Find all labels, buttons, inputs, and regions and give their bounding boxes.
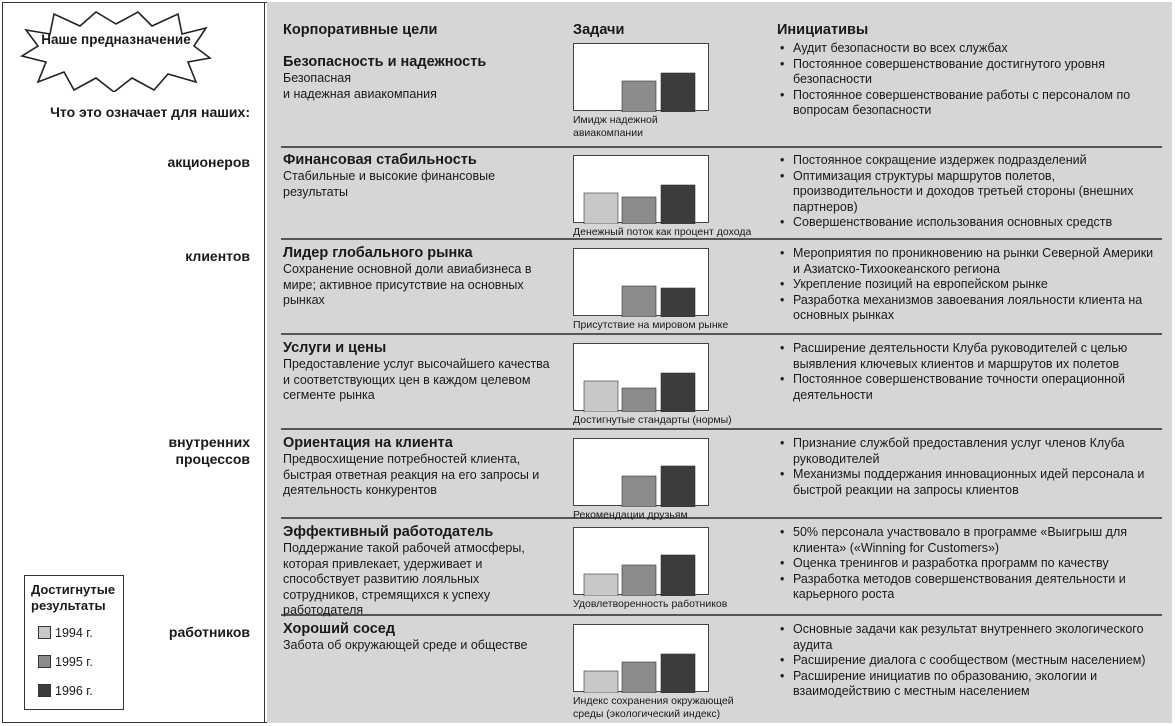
chart-label: Индекс сохранения окружающей среды (экологический индекс) (573, 695, 734, 720)
row-divider (281, 146, 1162, 148)
task-chart (573, 527, 709, 595)
goal-title: Лидер глобального рынка (283, 245, 473, 261)
stakeholder-employees: работников (168, 624, 250, 640)
chart-bar-1995 (622, 662, 656, 693)
initiatives-list (777, 246, 1155, 324)
task-chart (573, 248, 709, 316)
chart-bar-1994 (584, 574, 618, 596)
stakeholder-customers: клиентов (185, 248, 250, 264)
chart-bar-1994 (584, 381, 618, 412)
header-tasks: Задачи (573, 22, 625, 38)
initiative-item: • Расширение инициатив по образованию, экологии и взаимодействию с местным населением (777, 669, 1155, 700)
goal-title: Услуги и цены (283, 340, 387, 356)
chart-bar-1996 (661, 373, 695, 412)
initiative-item: • Оптимизация структуры маршрутов полетов, производительности и доходов третьей стороны (внешних партнеров) (777, 169, 1155, 216)
initiative-item: • Постоянное совершенствование работы с персоналом по вопросам безопасности (777, 88, 1155, 119)
legend-swatch (38, 655, 51, 668)
initiative-item: • Основные задачи как результат внутреннего экологического аудита (777, 622, 1155, 653)
task-chart (573, 43, 709, 111)
initiative-item: • Механизмы поддержания инновационных идей персонала и быстрой реакции на запросы клиентов (777, 467, 1155, 498)
chart-bar-1995 (622, 565, 656, 596)
row-divider (281, 333, 1162, 335)
chart-bar-1995 (622, 388, 656, 412)
task-chart (573, 438, 709, 506)
initiative-item: • Разработка механизмов завоевания лояльности клиента на основных рынках (777, 293, 1155, 324)
legend-title: Достигнутые результаты (31, 582, 116, 613)
goal-description: Поддержание такой рабочей атмосферы, которая привлекает, удерживает и способствует развитию лояльных сотрудников, стремящихся к успеху работодателя (283, 541, 525, 617)
chart-label: Присутствие на мировом рынке (573, 319, 729, 331)
goal-title: Финансовая стабильность (283, 152, 477, 168)
chart-bar-1995 (622, 476, 656, 507)
initiatives-list (777, 41, 1155, 119)
chart-bar-1996 (661, 466, 695, 507)
chart-bar-1996 (661, 185, 695, 224)
header-goals: Корпоративные цели (283, 22, 438, 38)
task-chart (573, 624, 709, 692)
legend-item: 1995 г. (55, 655, 93, 669)
legend (24, 575, 124, 710)
initiative-item: • Совершенствование использования основных средств (777, 215, 1155, 231)
chart-bar-1996 (661, 555, 695, 596)
initiative-item: • Расширение диалога с сообществом (местным населением) (777, 653, 1155, 669)
chart-bar-1996 (661, 73, 695, 112)
chart-label: Денежный поток как процент дохода (573, 226, 752, 238)
initiative-item: • Оценка тренингов и разработка программ по качеству (777, 556, 1155, 572)
initiatives-list (777, 525, 1155, 603)
chart-bar-1995 (622, 81, 656, 112)
chart-label: Рекомендации друзьям (573, 509, 688, 521)
goal-description: Забота об окружающей среде и обществе (283, 638, 528, 652)
task-chart (573, 155, 709, 223)
stakeholder-internal: внутренних процессов (168, 434, 250, 467)
initiative-item: • Расширение деятельности Клуба руководителей с целью выявления ключевых клиентов и маршрутов их полетов (777, 341, 1155, 372)
legend-swatch (38, 626, 51, 639)
goal-title: Эффективный работодатель (283, 524, 494, 540)
initiatives-list (777, 341, 1155, 403)
stakeholder-shareholders: акционеров (167, 154, 250, 170)
main-table (267, 2, 1172, 723)
initiative-item: • Постоянное совершенствование точности операционной деятельности (777, 372, 1155, 403)
initiatives-list (777, 622, 1155, 700)
initiative-item: • Постоянное сокращение издержек подразделений (777, 153, 1155, 169)
goal-description: Стабильные и высокие финансовые результаты (283, 169, 496, 199)
starburst-badge-icon (20, 10, 212, 92)
meaning-label: Что это означает для наших: (50, 104, 250, 120)
chart-label: Имидж надежной авиакомпании (573, 114, 658, 139)
chart-label: Удовлетворенность работников (573, 598, 728, 610)
goal-title: Безопасность и надежность (283, 54, 487, 70)
goal-description: Предвосхищение потребностей клиента, быстрая ответная реакция на его запросы и деятельность конкурентов (283, 452, 540, 497)
initiative-item: • Укрепление позиций на европейском рынке (777, 277, 1155, 293)
chart-bar-1996 (661, 288, 695, 317)
chart-bar-1995 (622, 197, 656, 224)
legend-swatch (38, 684, 51, 697)
row-divider (281, 428, 1162, 430)
initiative-item: • Признание службой предоставления услуг членов Клуба руководителей (777, 436, 1155, 467)
initiative-item: • Постоянное совершенствование достигнутого уровня безопасности (777, 57, 1155, 88)
task-chart (573, 343, 709, 411)
chart-bar-1995 (622, 286, 656, 317)
initiative-item: • 50% персонала участвовало в программе «Выигрыш для клиента» («Winning for Customers») (777, 525, 1155, 556)
initiatives-list (777, 153, 1155, 231)
goal-description: Сохранение основной доли авиабизнеса в мире; активное присутствие на основных рынках (283, 262, 532, 307)
initiative-item: • Аудит безопасности во всех службах (777, 41, 1155, 57)
chart-bar-1996 (661, 654, 695, 693)
chart-bar-1994 (584, 193, 618, 224)
initiative-item: • Разработка методов совершенствования деятельности и карьерного роста (777, 572, 1155, 603)
chart-label: Достигнутые стандарты (нормы) (573, 414, 732, 426)
legend-item: 1996 г. (55, 684, 93, 698)
goal-description: Безопасная и надежная авиакомпания (283, 71, 437, 101)
header-initiatives: Инициативы (777, 22, 869, 38)
legend-item: 1994 г. (55, 626, 93, 640)
goal-title: Ориентация на клиента (283, 435, 453, 451)
initiative-item: • Мероприятия по проникновению на рынки Северной Америки и Азиатско-Тихоокеанского региона (777, 246, 1155, 277)
left-panel (2, 2, 265, 723)
goal-description: Предоставление услуг высочайшего качества и соответствующих цен в каждом целевом сегменте рынка (283, 357, 550, 402)
chart-bar-1994 (584, 671, 618, 693)
mission-label: Наше предназначение (41, 32, 191, 47)
initiatives-list (777, 436, 1155, 498)
goal-title: Хороший сосед (283, 621, 396, 637)
